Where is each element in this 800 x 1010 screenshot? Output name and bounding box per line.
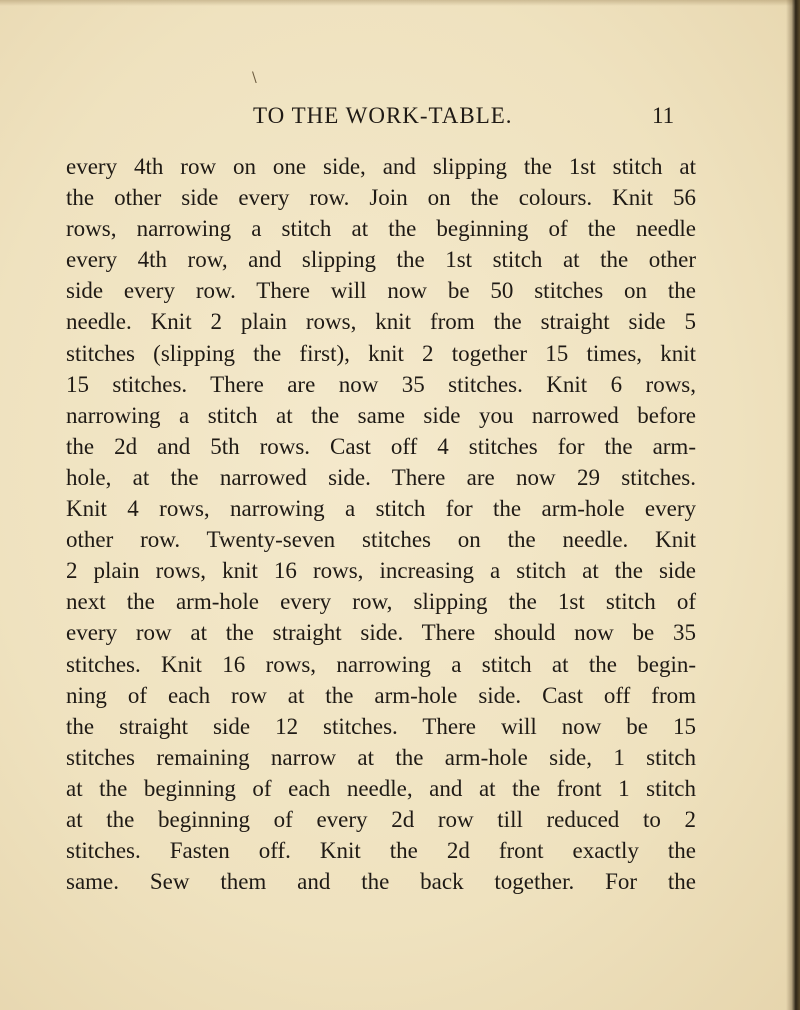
text-line: next the arm-hole every row, slipping the 1st stitch of xyxy=(66,589,696,615)
text-line: narrowing a stitch at the same side you narrowed before xyxy=(66,402,696,428)
text-line: stitches. Knit 16 rows, narrowing a stitch at the begin- xyxy=(66,651,696,677)
text-line: every row at the straight side. There should now be 35 xyxy=(66,620,696,646)
text-line: at the beginning of every 2d row till reduced to 2 xyxy=(66,806,696,832)
text-line: at the beginning of each needle, and at the front 1 stitch xyxy=(66,775,696,801)
page-binding-edge xyxy=(786,0,800,1010)
text-line: side every row. There will now be 50 stitches on the xyxy=(66,278,696,304)
text-line: every 4th row, and slipping the 1st stitch at the other xyxy=(66,247,696,273)
body-paragraph xyxy=(66,151,696,897)
text-line: stitches (slipping the first), knit 2 together 15 times, knit xyxy=(66,340,696,366)
text-line: stitches. Fasten off. Knit the 2d front exactly the xyxy=(66,838,696,864)
running-head-title: TO THE WORK-TABLE. xyxy=(253,103,513,128)
text-line: needle. Knit 2 plain rows, knit from the straight side 5 xyxy=(66,309,696,335)
stray-mark: \ xyxy=(252,70,257,86)
text-line: ning of each row at the arm-hole side. Cast off from xyxy=(66,682,696,708)
text-line: rows, narrowing a stitch at the beginning of the needle xyxy=(66,216,696,242)
text-line: 15 stitches. There are now 35 stitches. Knit 6 rows, xyxy=(66,371,696,397)
text-line: the straight side 12 stitches. There will now be 15 xyxy=(66,713,696,739)
page-top-edge xyxy=(0,0,800,6)
page-number: 11 xyxy=(652,103,675,128)
text-line: the 2d and 5th rows. Cast off 4 stitches for the arm- xyxy=(66,433,696,459)
text-line: Knit 4 rows, narrowing a stitch for the arm-hole every xyxy=(66,496,696,522)
text-line: every 4th row on one side, and slipping the 1st stitch at xyxy=(66,154,696,179)
text-line: same. Sew them and the back together. For the xyxy=(66,869,696,895)
text-line: 2 plain rows, knit 16 rows, increasing a stitch at the side xyxy=(66,558,696,584)
text-line: the other side every row. Join on the colours. Knit 56 xyxy=(66,185,696,211)
text-line: other row. Twenty-seven stitches on the needle. Knit xyxy=(66,527,696,553)
text-line: stitches remaining narrow at the arm-hole side, 1 stitch xyxy=(66,744,696,770)
text-line: hole, at the narrowed side. There are now 29 stitches. xyxy=(66,464,696,490)
running-head xyxy=(60,103,740,131)
